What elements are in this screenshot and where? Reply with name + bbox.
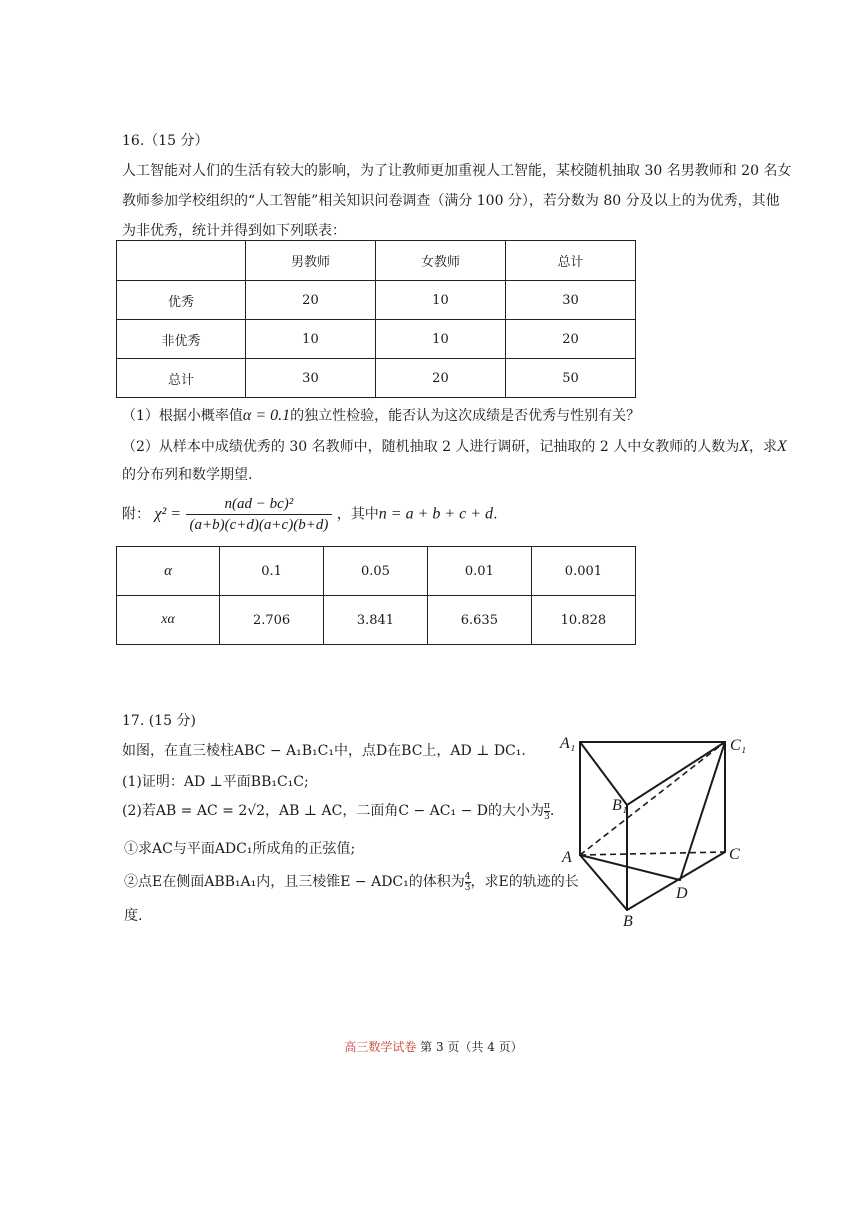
table-cell: 10 [375, 320, 505, 359]
q17-line5-post: ，求E的轨迹的长 [470, 874, 579, 890]
table-cell: 优秀 [117, 281, 246, 320]
q17-line3 [122, 800, 554, 822]
frac-num: 4 [464, 871, 471, 882]
q16-part1-post: 的独立性检验，能否认为这次成绩是否优秀与性别有关？ [290, 408, 641, 424]
label-c: C [729, 846, 740, 863]
table-row [117, 359, 636, 398]
q17-header: 17. (15 分) [122, 713, 196, 729]
table-cell: 10 [375, 281, 505, 320]
table-cell: 30 [505, 281, 635, 320]
table-row [117, 281, 636, 320]
label-a: A [562, 849, 572, 866]
q17-line1: 如图，在直三棱柱ABC − A₁B₁C₁中，点D在BC上，AD ⊥ DC₁. [122, 743, 526, 759]
frac-den: 3 [544, 811, 550, 822]
chi-square-formula [122, 494, 498, 535]
table-cell: 50 [505, 359, 635, 398]
q16-part2-line1 [122, 436, 787, 456]
table-cell: 10.828 [531, 596, 635, 645]
chi-denominator: (a+b)(c+d)(a+c)(b+d) [189, 517, 329, 533]
contingency-table [116, 240, 636, 398]
label-d: D [676, 885, 688, 902]
q16-part1-alpha: α = 0.1 [242, 407, 291, 424]
table-row [117, 596, 636, 645]
chi-n: n = a + b + c + d [378, 505, 494, 523]
label-b: B [623, 913, 633, 930]
table-header-cell: 总计 [505, 241, 635, 281]
x-alpha-label: xα [117, 596, 220, 645]
table-cell: 0.001 [531, 547, 635, 596]
prism-figure [555, 730, 755, 930]
table-row [117, 547, 636, 596]
table-cell: 20 [505, 320, 635, 359]
frac-den: 3 [464, 882, 471, 893]
table-cell: 20 [375, 359, 505, 398]
table-cell: 0.05 [324, 547, 428, 596]
chi-numerator: n(ad − bc)² [186, 494, 333, 515]
table-cell: 30 [245, 359, 375, 398]
label-c1: C₁ [730, 737, 747, 754]
q16-intro-line3: 为非优秀，统计并得到如下列联表： [122, 223, 346, 239]
table-cell: 0.01 [427, 547, 531, 596]
q17-line6: 度. [124, 908, 143, 924]
footer-title: 高三数学试卷 [344, 1040, 417, 1054]
q16-var-x: X [739, 438, 750, 455]
q16-part1 [122, 405, 640, 425]
q17-line2: (1)证明：AD ⊥平面BB₁C₁C; [122, 774, 309, 790]
frac-num: π [543, 800, 550, 811]
table-header-cell [117, 241, 246, 281]
q16-intro-line2: 教师参加学校组织的“人工智能”相关知识问卷调查（满分 100 分），若分数为 80 分及以上的为优秀，其他 [122, 193, 780, 209]
appendix-label: 附： [122, 506, 150, 523]
label-a1: A₁ [560, 735, 576, 752]
table-cell: 总计 [117, 359, 246, 398]
chi-end: . [493, 506, 498, 523]
table-row [117, 320, 636, 359]
table-cell: 3.841 [324, 596, 428, 645]
table-cell: 10 [245, 320, 375, 359]
q16-part2-pre: （2）从样本中成绩优秀的 30 名教师中，随机抽取 2 人进行调研，记抽取的 2 人中女教师的人数为 [122, 439, 740, 455]
q16-part1-pre: （1）根据小概率值 [122, 408, 243, 424]
critical-value-table [116, 546, 636, 645]
table-header-cell: 男教师 [245, 241, 375, 281]
q17-line5 [124, 871, 579, 893]
footer-page: 第 3 页（共 4 页） [416, 1040, 523, 1054]
table-cell: 20 [245, 281, 375, 320]
table-cell: 2.706 [220, 596, 324, 645]
q16-part2-mid: ，求 [749, 439, 778, 455]
table-cell: 非优秀 [117, 320, 246, 359]
table-header-cell: 女教师 [375, 241, 505, 281]
q17-line5-pre: ②点E在侧面ABB₁A₁内，且三棱锥E − ADC₁的体积为 [124, 874, 465, 890]
label-b1: B₁ [612, 797, 628, 814]
chi-lhs: χ² = [154, 505, 182, 523]
chi-where: ，其中 [336, 506, 379, 523]
table-cell: 0.1 [220, 547, 324, 596]
q16-var-x2: X [777, 438, 787, 455]
q17-line3-pre: (2)若AB = AC = 2√2，AB ⊥ AC，二面角C − AC₁ − D的大小为 [122, 803, 544, 819]
page-footer [0, 1038, 867, 1055]
chi-fraction [186, 494, 333, 535]
q17-line3-post: . [549, 803, 555, 819]
table-cell: 6.635 [427, 596, 531, 645]
q16-header: 16.（15 分） [122, 133, 209, 149]
q17-line4: ①求AC与平面ADC₁所成角的正弦值; [124, 841, 356, 857]
q16-part2-line2: 的分布列和数学期望. [122, 467, 253, 483]
q16-intro-line1: 人工智能对人们的生活有较大的影响，为了让教师更加重视人工智能，某校随机抽取 30 名男教师和 20 名女 [122, 163, 792, 179]
alpha-label: α [117, 547, 220, 596]
